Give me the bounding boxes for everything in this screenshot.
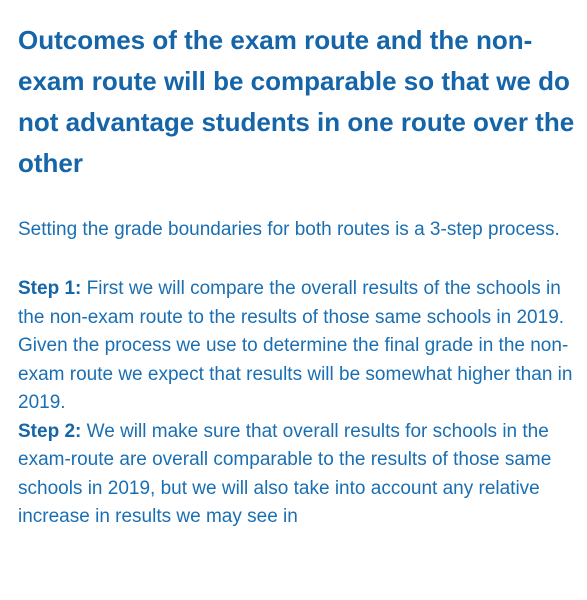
page-heading: Outcomes of the exam route and the non-exam route will be comparable so that we do not advantage students in one route over the other [18, 25, 575, 178]
step-1-label: Step 1: [18, 278, 82, 299]
step-2-label: Step 2: [18, 420, 82, 442]
intro-paragraph: Setting the grade boundaries for both routes is a 3-step process. [18, 219, 560, 240]
document-page [18, 0, 578, 532]
step-2-paragraph [18, 418, 578, 532]
step-1-text: First we will compare the overall results of the schools in the non-exam route to the results of those same schools in 2019. Given the process we use to determine the final grade in the non-exam route we expect that results will be somewhat higher than in 2019. [18, 278, 573, 413]
step-2-text: We will make sure that overall results for schools in the exam-route are overall comparable to the results of those same schools in 2019, but we will also take into account any relative increase in results we may see in [18, 420, 552, 527]
step-1-paragraph [18, 275, 578, 418]
